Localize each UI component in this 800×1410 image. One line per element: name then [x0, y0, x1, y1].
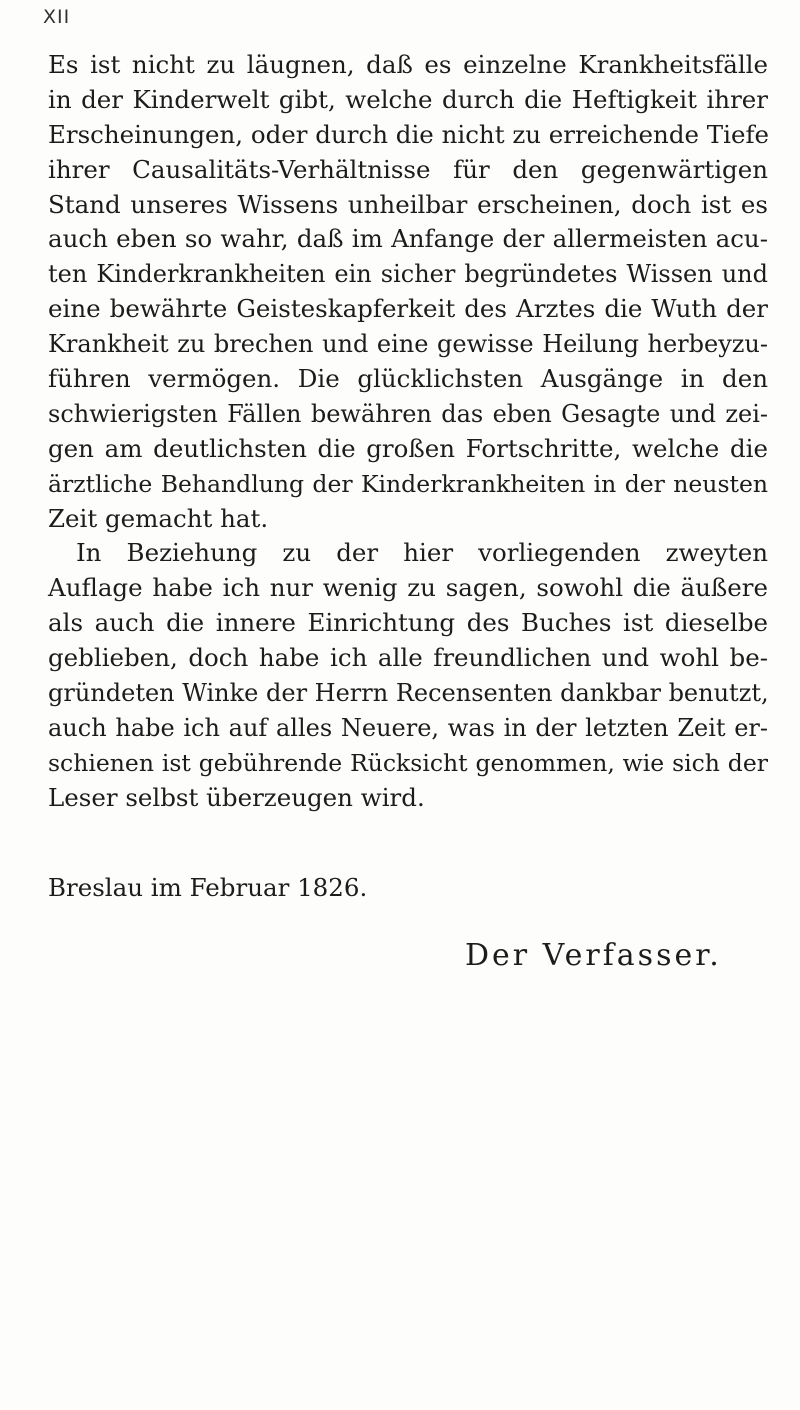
text-line: auch habe ich auf alles Neuere, was in der letzten Zeit er- — [48, 713, 768, 742]
text-line: führen vermögen. Die glücklichsten Ausgänge in den — [48, 364, 768, 394]
text-line: ärztliche Behandlung der Kinderkrankheiten in der neusten — [48, 469, 768, 498]
text-line: Zeit gemacht hat. — [48, 503, 269, 533]
author-signature: Der Verfasser. — [465, 938, 722, 973]
text-line: Krankheit zu brechen und eine gewisse Heilung herbeyzu- — [48, 330, 768, 359]
text-line: Leser selbst überzeugen wird. — [48, 782, 425, 812]
text-line: Erscheinungen, oder durch die nicht zu erreichende Tiefe — [48, 119, 770, 149]
page-number: XII — [43, 6, 71, 28]
text-line: Stand unseres Wissens unheilbar erscheinen, doch ist es — [48, 189, 768, 219]
text-line: ihrer Causalitäts-Verhältnisse für den gegenwärtigen — [48, 154, 768, 184]
text-line: auch eben so wahr, daß im Anfange der allermeisten acu- — [48, 224, 768, 254]
preface-text — [48, 48, 768, 816]
text-line: gen am deutlichsten die großen Fortschritte, welche die — [48, 433, 768, 463]
text-line: gründeten Winke der Herrn Recensenten dankbar benutzt, — [48, 679, 769, 708]
text-line: geblieben, doch habe ich alle freundlichen und wohl be- — [48, 643, 768, 673]
text-line: als auch die innere Einrichtung des Buches ist dieselbe — [48, 608, 768, 638]
text-line: Auflage habe ich nur wenig zu sagen, sowohl die äußere — [48, 573, 768, 603]
text-line: Es ist nicht zu läugnen, daß es einzelne Krankheitsfälle — [48, 50, 768, 79]
text-line: in der Kinderwelt gibt, welche durch die Heftigkeit ihrer — [48, 84, 768, 114]
text-line: In Beziehung zu der hier vorliegenden zweyten — [76, 538, 768, 568]
place-date: Breslau im Februar 1826. — [48, 873, 368, 902]
text-line: schienen ist gebührende Rücksicht genommen, wie sich der — [48, 748, 768, 777]
text-line: schwierigsten Fällen bewähren das eben Gesagte und zei- — [48, 399, 768, 428]
text-line: eine bewährte Geisteskapferkeit des Arztes die Wuth der — [48, 294, 768, 324]
text-line: ten Kinderkrankheiten ein sicher begründetes Wissen und — [48, 260, 768, 289]
